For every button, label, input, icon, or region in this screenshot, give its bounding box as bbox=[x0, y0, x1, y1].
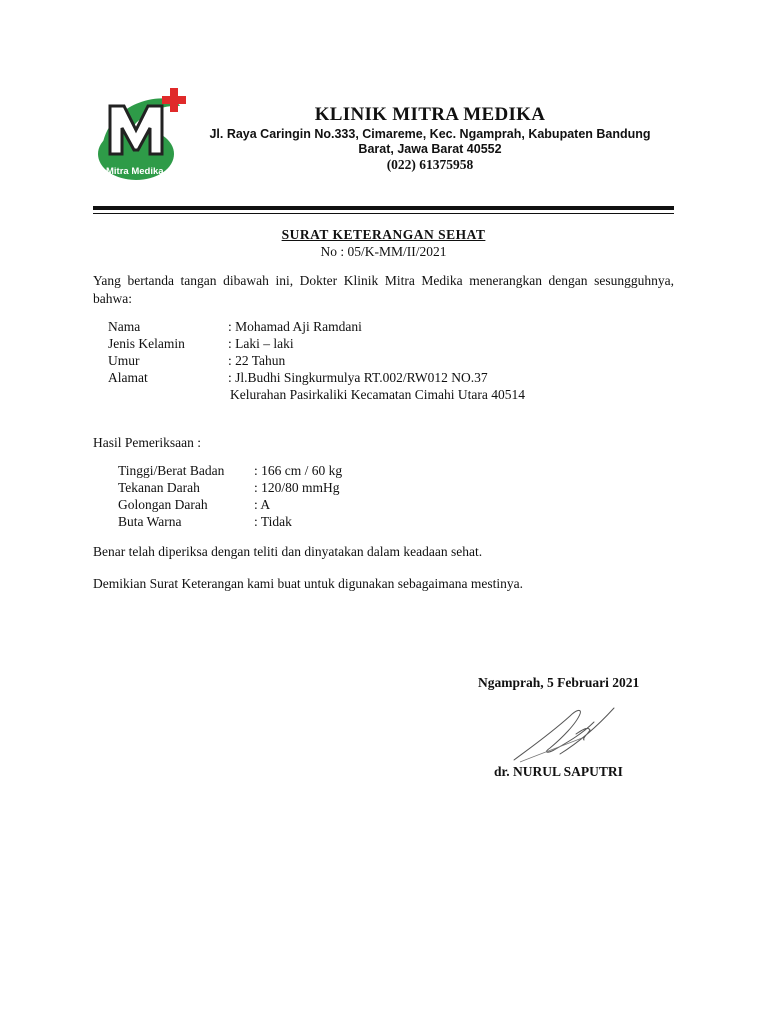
mitra-medika-logo-icon bbox=[96, 86, 188, 182]
patient-name-value: : Mohamad Aji Ramdani bbox=[228, 319, 362, 334]
clinic-logo bbox=[96, 86, 188, 182]
clinic-phone: (022) 61375958 bbox=[386, 157, 474, 172]
exam-heading: Hasil Pemeriksaan : bbox=[93, 435, 201, 450]
handwritten-signature-icon bbox=[510, 704, 620, 766]
document-number: No : 05/K-MM/II/2021 bbox=[320, 244, 447, 259]
header-divider-thin bbox=[93, 213, 674, 214]
patient-gender-label: Jenis Kelamin bbox=[108, 336, 185, 351]
document-title: SURAT KETERANGAN SEHAT bbox=[281, 227, 486, 242]
exam-color-blind-label: Buta Warna bbox=[118, 514, 182, 529]
signature bbox=[510, 704, 620, 766]
header-divider-thick bbox=[93, 206, 674, 210]
closing-paragraph: Demikian Surat Keterangan kami buat untuk digunakan sebagaimana mestinya. bbox=[93, 576, 523, 591]
clinic-name: KLINIK MITRA MEDIKA bbox=[314, 104, 546, 125]
patient-address-value: : Jl.Budhi Singkurmulya RT.002/RW012 NO.37 bbox=[228, 370, 488, 385]
patient-age-value: : 22 Tahun bbox=[228, 353, 286, 368]
patient-gender-value: : Laki – laki bbox=[228, 336, 294, 351]
exam-blood-type-label: Golongan Darah bbox=[118, 497, 208, 512]
place-date: Ngamprah, 5 Februari 2021 bbox=[478, 675, 640, 690]
patient-age-label: Umur bbox=[108, 353, 140, 368]
statement-paragraph: Benar telah diperiksa dengan teliti dan dinyatakan dalam keadaan sehat. bbox=[93, 544, 483, 559]
exam-blood-pressure-label: Tekanan Darah bbox=[118, 480, 200, 495]
svg-text:Mitra Medika: Mitra Medika bbox=[106, 166, 164, 177]
clinic-address-line2: Barat, Jawa Barat 40552 bbox=[358, 142, 502, 156]
exam-color-blind-value: : Tidak bbox=[254, 514, 292, 529]
intro-paragraph: Yang bertanda tangan dibawah ini, Dokter Klinik Mitra Medika menerangkan dengan sesungguhnya, bahwa: bbox=[93, 273, 674, 306]
patient-address-continuation: Kelurahan Pasirkaliki Kecamatan Cimahi Utara 40514 bbox=[230, 387, 526, 402]
exam-blood-pressure-value: : 120/80 mmHg bbox=[254, 480, 340, 495]
exam-height-weight-label: Tinggi/Berat Badan bbox=[118, 463, 225, 478]
doctor-name: dr. NURUL SAPUTRI bbox=[494, 764, 623, 779]
clinic-address-line1: Jl. Raya Caringin No.333, Cimareme, Kec. Ngamprah, Kabupaten Bandung bbox=[209, 127, 651, 141]
patient-name-label: Nama bbox=[108, 319, 141, 334]
exam-height-weight-value: : 166 cm / 60 kg bbox=[254, 463, 343, 478]
patient-address-label: Alamat bbox=[108, 370, 148, 385]
exam-blood-type-value: : A bbox=[254, 497, 271, 512]
